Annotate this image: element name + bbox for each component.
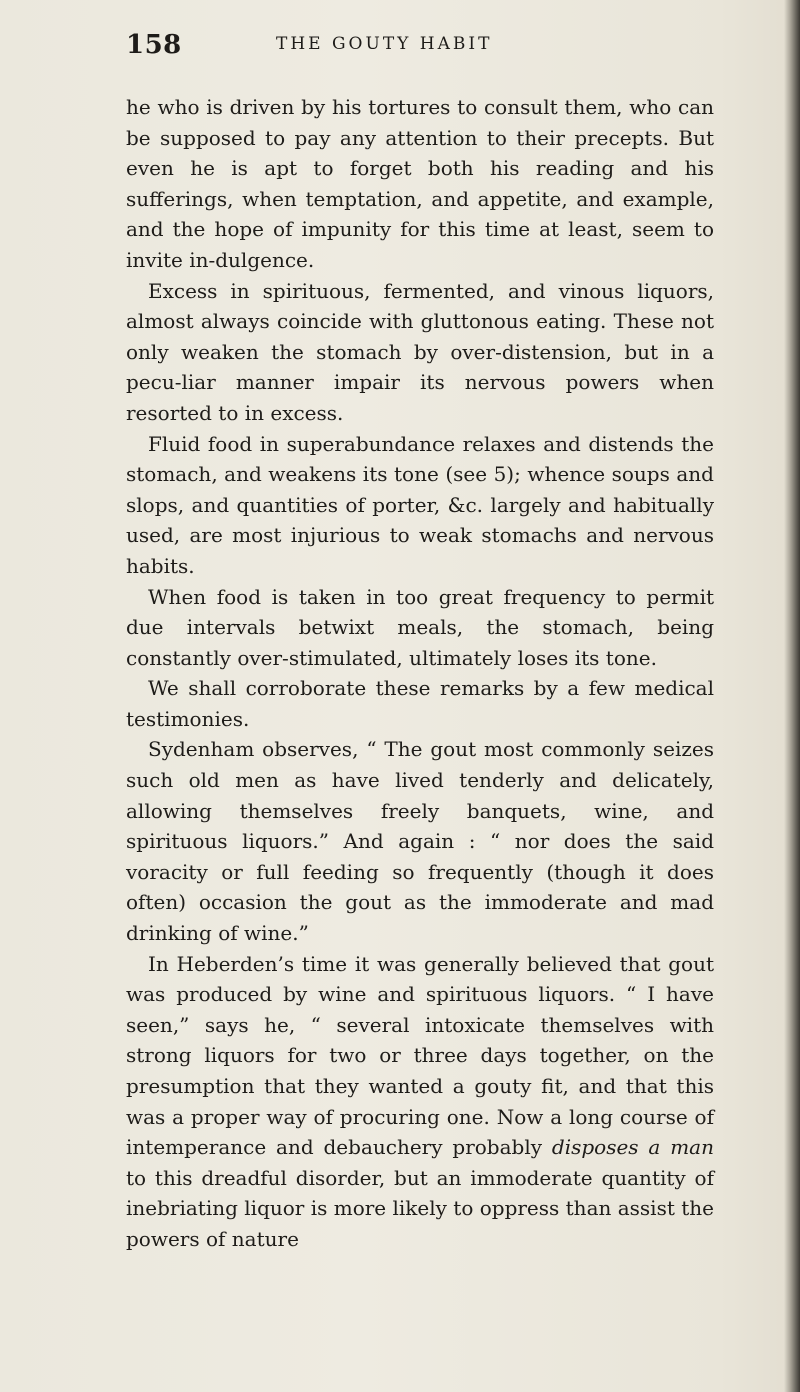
page-edge-shadow — [784, 0, 800, 1392]
paragraph: When food is taken in too great frequency to permit due intervals betwixt meals, the stomach, being constantly over-stimulated, ultimately loses its tone. — [126, 584, 714, 670]
page-header — [126, 30, 686, 70]
paragraph — [126, 949, 714, 1255]
paragraph: Fluid food in superabundance relaxes and distends the stomach, and weakens its tone (see 5); whence soups and slops, and quantities of porter, &c. largely and habitually used, are most injurious to weak stomachs and nervous habits. — [126, 431, 714, 578]
paragraph: Excess in spirituous, fermented, and vinous liquors, almost always coincide with gluttonous eating. These not only weaken the stomach by over-distension, but in a pecu-liar manner impair its nervous powers when resorted to in excess. — [126, 278, 714, 425]
running-title: THE GOUTY HABIT — [276, 34, 493, 54]
body-text — [126, 92, 714, 1255]
paragraph: We shall corroborate these remarks by a few medical testimonies. — [126, 676, 714, 731]
page-number: 158 — [126, 30, 182, 60]
paragraph: Sydenham observes, “ The gout most commonly seizes such old men as have lived tenderly and delicately, allowing themselves freely banquets, wine, and spirituous liquors.” And again : “ nor does the said voracity or full feeding so frequently (though it does often) occasion the gout as the immoderate and mad drinking of wine.” — [126, 737, 714, 946]
paragraph-text: to this dreadful disorder, but an immoderate quantity of inebriating liquor is more likely to oppress than assist the powers of nature — [126, 1165, 714, 1251]
paragraph: he who is driven by his tortures to consult them, who can be supposed to pay any attention to their precepts. But even he is apt to forget both his reading and his sufferings, when temptation, and appetite, and example, and the hope of impunity for this time at least, seem to invite in-dulgence. — [126, 95, 714, 272]
italic-phrase: disposes a man — [551, 1135, 714, 1160]
paragraph-text: In Heberden’s time it was generally believed that gout was produced by wine and spirituous liquors. “ I have seen,” says he, “ several intoxicate themselves with strong liquors for two or three days together, on the presumption that they wanted a gouty fit, and that this was a proper way of procuring one. Now a long course of intemperance and debauchery probably — [126, 951, 714, 1160]
